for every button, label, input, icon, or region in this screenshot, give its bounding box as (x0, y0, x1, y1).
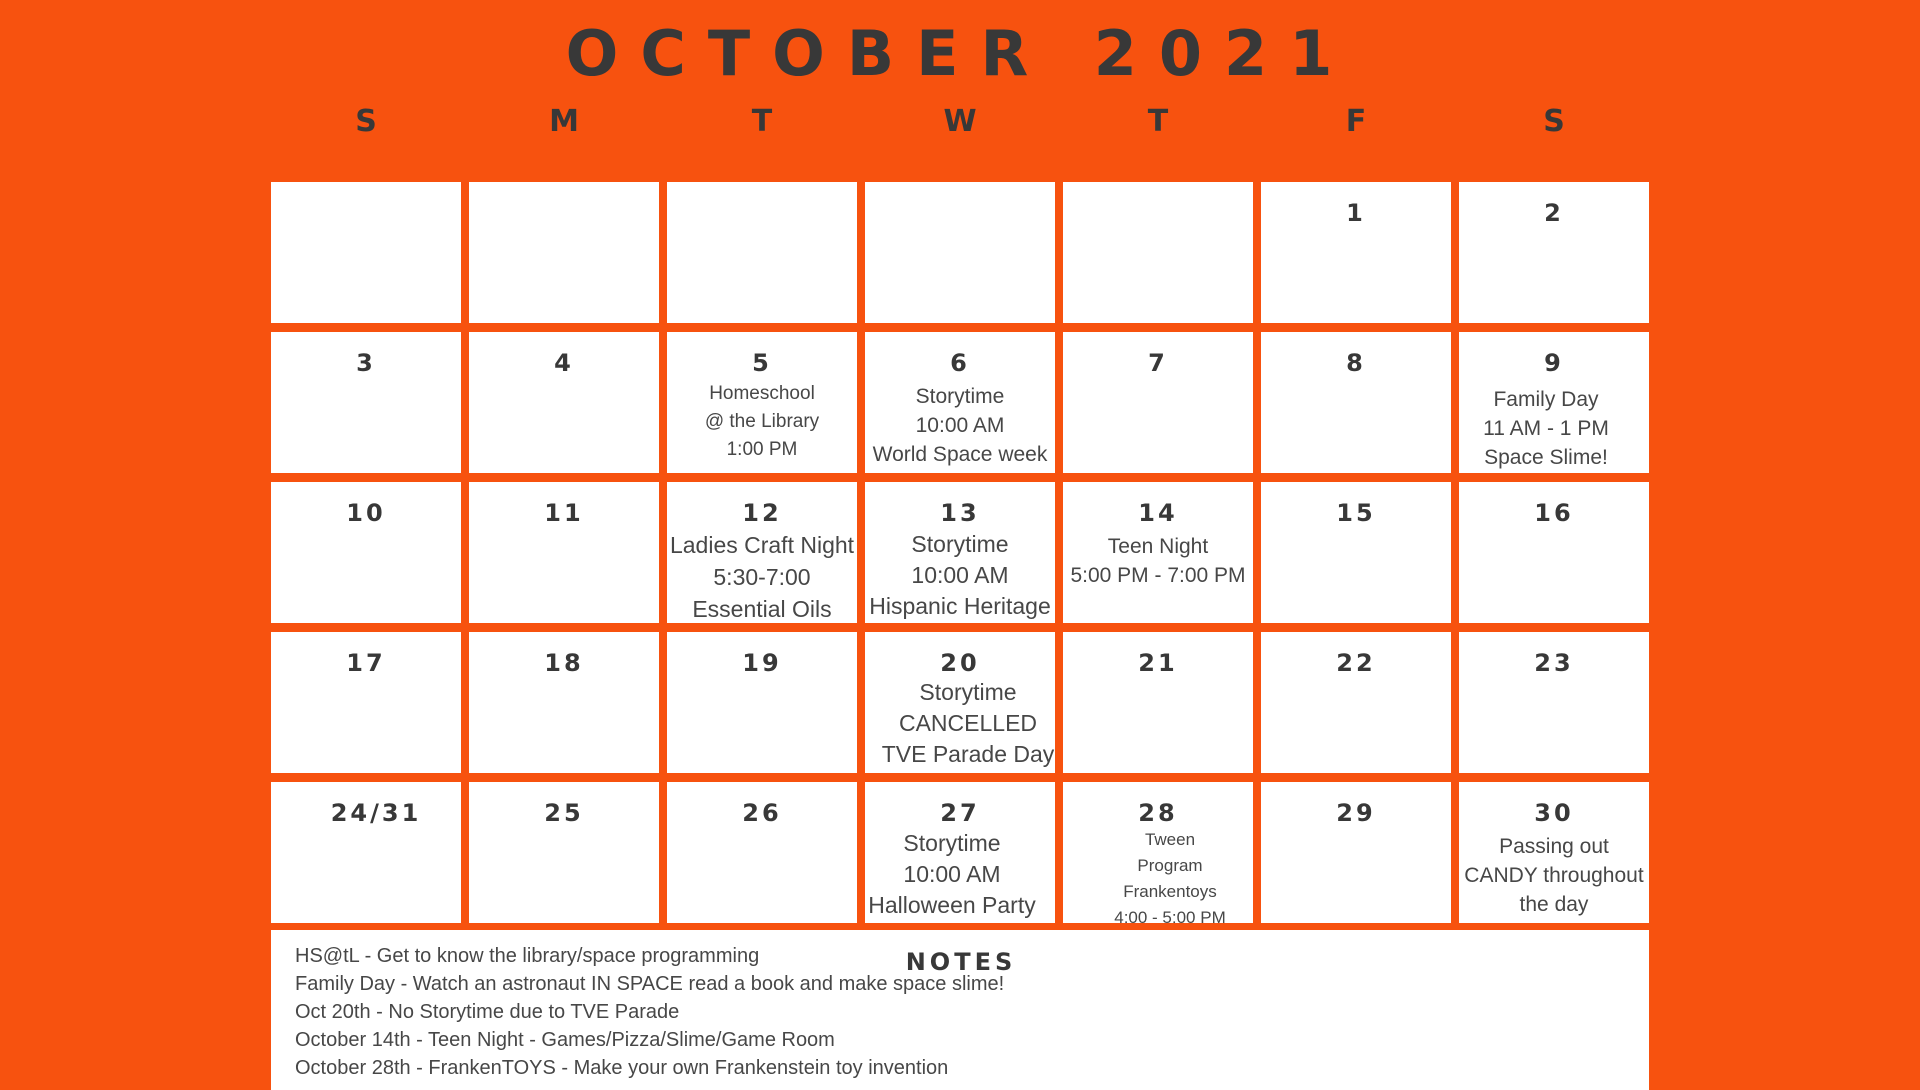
day-number: 8 (1346, 349, 1366, 377)
event-line: Hispanic Heritage (869, 593, 1051, 619)
calendar-day-cell (1261, 182, 1451, 323)
event-line: Family Day (1493, 388, 1599, 411)
event-line: Storytime (915, 385, 1005, 408)
calendar-day-cell (1459, 182, 1649, 323)
event-line: World Space week (872, 443, 1048, 466)
day-number: 17 (346, 649, 386, 677)
event-line: @ the Library (704, 411, 820, 432)
note-line: HS@tL - Get to know the library/space programming (295, 945, 760, 967)
calendar-day-cell (1063, 332, 1253, 473)
calendar-day-cell (667, 182, 857, 323)
event-line: 5:00 PM - 7:00 PM (1070, 564, 1246, 587)
day-of-week-label: S (355, 104, 377, 139)
calendar-day-cell (865, 632, 1055, 773)
calendar-day-cell (1261, 632, 1451, 773)
day-number: 22 (1336, 649, 1376, 677)
day-number: 1 (1346, 199, 1366, 227)
day-number: 7 (1148, 349, 1168, 377)
notes-panel (271, 930, 1649, 1090)
day-of-week-label: S (1543, 104, 1565, 139)
day-number: 19 (742, 649, 782, 677)
day-number: 12 (742, 499, 782, 527)
calendar-day-cell (1063, 782, 1253, 927)
event-line: 5:30-7:00 (713, 564, 811, 590)
calendar-day-cell (469, 332, 659, 473)
calendar-day-cell (1063, 182, 1253, 323)
note-line: Oct 20th - No Storytime due to TVE Parade (295, 1001, 680, 1023)
event-line: 10:00 AM (915, 414, 1005, 437)
calendar-day-cell (1459, 482, 1649, 623)
calendar-day-cell (1063, 632, 1253, 773)
day-number: 15 (1336, 499, 1376, 527)
event-details (1451, 385, 1641, 472)
event-line: Ladies Craft Night (669, 532, 855, 558)
calendar-day-cell (667, 332, 857, 473)
calendar-day-cell (1459, 782, 1649, 923)
event-line: Frankentoys (1123, 882, 1217, 901)
event-details (1063, 532, 1253, 590)
day-number: 4 (554, 349, 574, 377)
day-number: 5 (752, 349, 772, 377)
day-of-week-label: T (751, 104, 773, 139)
calendar-day-cell (1261, 782, 1451, 923)
day-number: 18 (544, 649, 584, 677)
event-line: Space Slime! (1484, 446, 1608, 469)
day-number: 30 (1534, 799, 1574, 827)
day-number: 25 (544, 799, 584, 827)
note-line: October 14th - Teen Night - Games/Pizza/Slime/Game Room (295, 1029, 835, 1051)
event-line: CANDY throughout (1464, 864, 1644, 887)
event-details (667, 380, 857, 464)
calendar-day-cell (1063, 482, 1253, 623)
notes-list (295, 942, 1004, 1082)
notes-title: NOTES (905, 948, 1017, 976)
day-of-week-label: T (1147, 104, 1169, 139)
calendar-day-cell (1459, 332, 1649, 473)
day-number: 3 (356, 349, 376, 377)
calendar-day-cell (271, 182, 461, 323)
day-of-week-label: W (943, 104, 977, 139)
day-number: 13 (940, 499, 980, 527)
calendar-day-cell (271, 782, 461, 923)
calendar-day-cell (271, 482, 461, 623)
event-line: Tween (1144, 830, 1196, 849)
day-number: 14 (1138, 499, 1178, 527)
day-number: 24/31 (330, 799, 422, 827)
event-line: Storytime (919, 679, 1017, 705)
note-line: October 28th - FrankenTOYS - Make your own Frankenstein toy invention (295, 1057, 949, 1079)
day-number: 28 (1138, 799, 1178, 827)
event-line: Storytime (903, 830, 1001, 856)
calendar-day-cell (1459, 632, 1649, 773)
event-details (873, 677, 1063, 770)
day-number: 16 (1534, 499, 1574, 527)
event-details (1075, 827, 1265, 931)
event-line: CANCELLED (898, 710, 1038, 736)
day-number: 27 (940, 799, 980, 827)
day-number: 29 (1336, 799, 1376, 827)
event-line: Passing out (1499, 835, 1609, 858)
event-line: TVE Parade Day (881, 741, 1055, 767)
event-details (865, 382, 1055, 469)
calendar-day-cell (271, 332, 461, 473)
calendar-day-cell (865, 782, 1055, 923)
event-line: Storytime (911, 531, 1009, 557)
event-details (667, 529, 857, 625)
calendar-day-cell (667, 482, 857, 623)
day-number: 26 (742, 799, 782, 827)
day-number: 10 (346, 499, 386, 527)
day-number: 2 (1544, 199, 1564, 227)
calendar-day-cell (865, 182, 1055, 323)
day-of-week-label: M (549, 104, 579, 139)
calendar-day-cell (667, 632, 857, 773)
event-details (857, 828, 1047, 921)
calendar-day-cell (667, 782, 857, 923)
event-line: Halloween Party (868, 892, 1036, 918)
event-line: the day (1519, 893, 1589, 916)
event-line: 10:00 AM (903, 861, 1001, 887)
day-number: 20 (940, 649, 980, 677)
day-number: 23 (1534, 649, 1574, 677)
day-number: 9 (1544, 349, 1564, 377)
event-line: Essential Oils (692, 596, 832, 622)
event-details (865, 529, 1055, 622)
calendar-day-cell (469, 782, 659, 923)
event-line: Homeschool (709, 383, 815, 404)
calendar-day-cell (271, 632, 461, 773)
event-line: Teen Night (1107, 535, 1209, 558)
calendar-day-cell (865, 482, 1055, 623)
calendar-title: OCTOBER 2021 (565, 17, 1355, 90)
day-number: 6 (950, 349, 970, 377)
calendar-day-cell (1261, 482, 1451, 623)
event-line: 1:00 PM (726, 439, 798, 460)
event-line: Program (1137, 856, 1203, 875)
day-of-week-label: F (1345, 104, 1367, 139)
calendar-day-cell (469, 182, 659, 323)
day-number: 11 (544, 499, 584, 527)
calendar-day-cell (469, 632, 659, 773)
event-details (1459, 832, 1649, 919)
day-number: 21 (1138, 649, 1178, 677)
calendar-day-cell (469, 482, 659, 623)
event-line: 10:00 AM (911, 562, 1009, 588)
calendar-day-cell (865, 332, 1055, 473)
note-line: Family Day - Watch an astronaut IN SPACE read a book and make space slime! (295, 973, 1005, 995)
event-line: 4:00 - 5:00 PM (1114, 908, 1226, 927)
calendar-day-cell (1261, 332, 1451, 473)
event-line: 11 AM - 1 PM (1483, 417, 1609, 440)
